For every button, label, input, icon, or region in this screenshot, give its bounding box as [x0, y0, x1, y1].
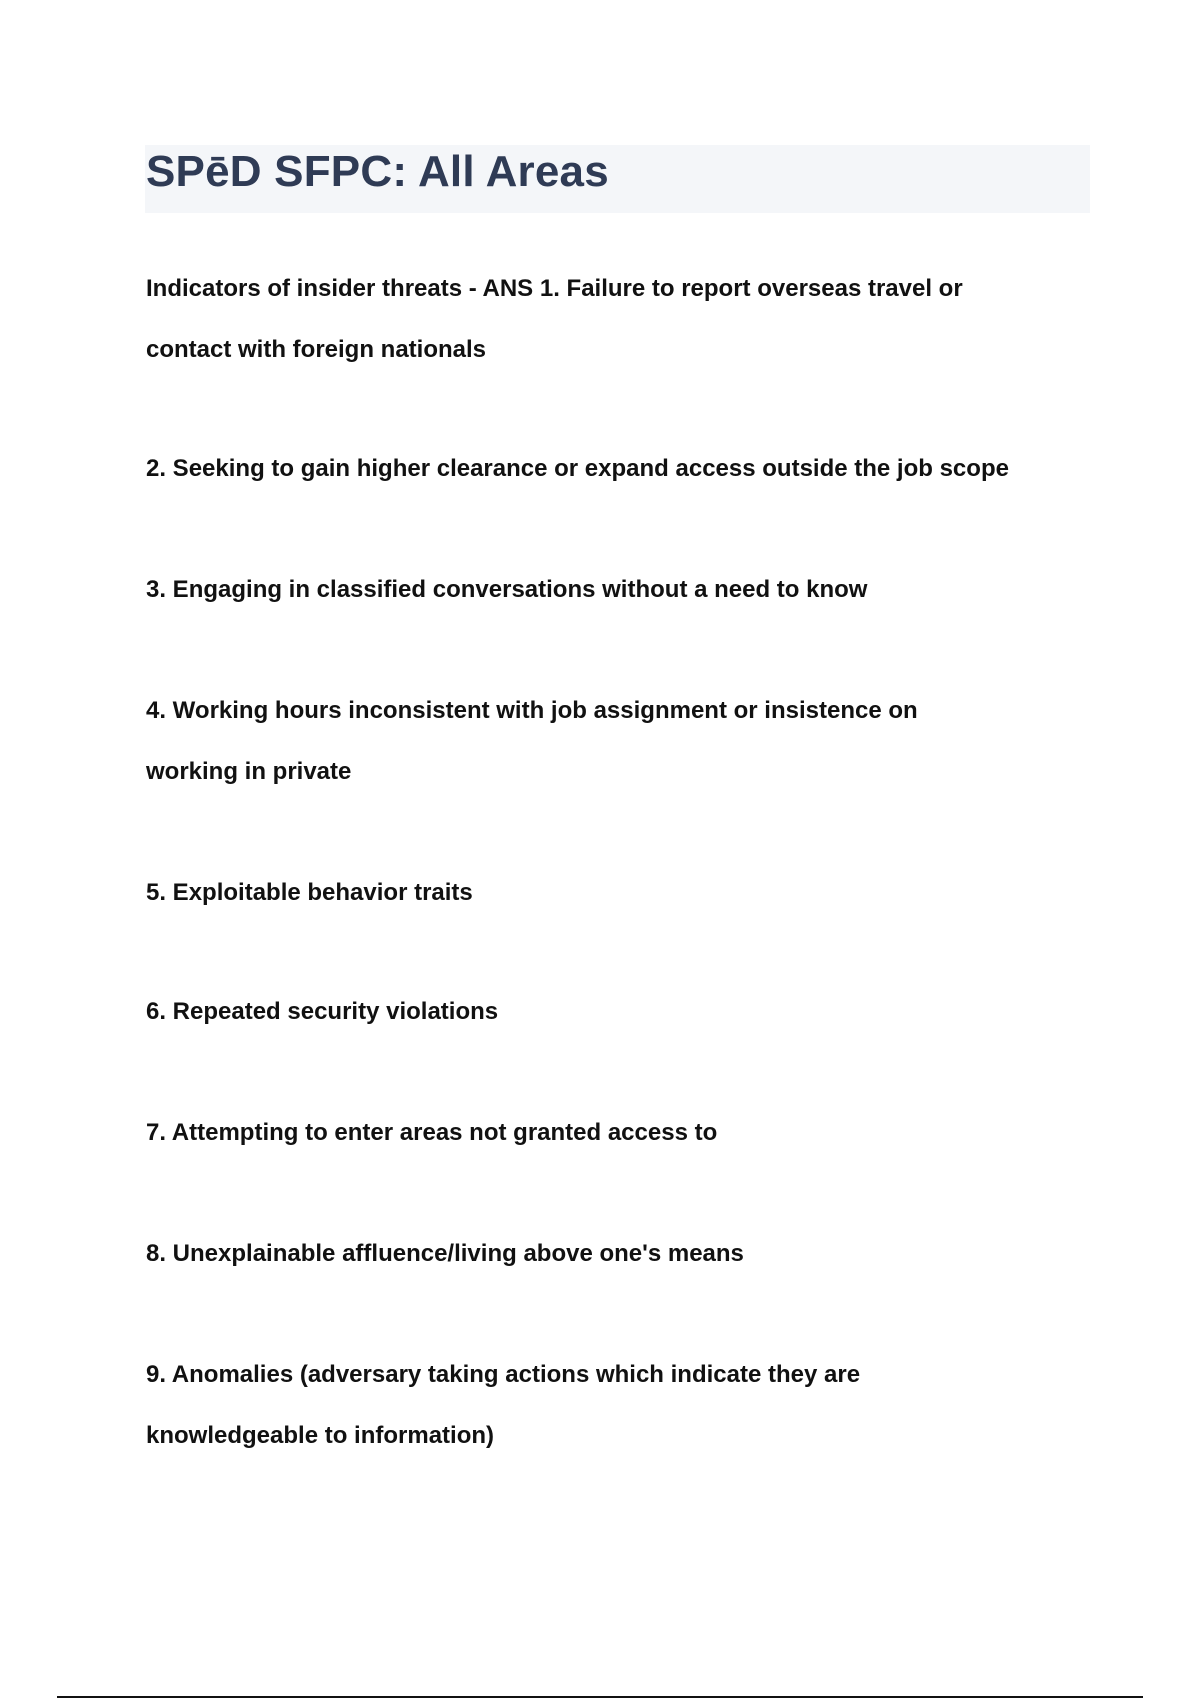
entry-line: contact with foreign nationals [146, 336, 487, 363]
footer-divider [57, 1696, 1143, 1698]
qa-entry-5 [146, 862, 473, 923]
entry-line: 8. Unexplainable affluence/living above one's means [146, 1240, 744, 1267]
entry-line: 7. Attempting to enter areas not granted access to [146, 1119, 718, 1146]
qa-entry-8 [146, 1223, 744, 1284]
qa-entry-2 [146, 438, 1009, 499]
qa-entry-4 [146, 680, 918, 802]
entry-line: 9. Anomalies (adversary taking actions which indicate they are [146, 1361, 861, 1388]
entry-line: knowledgeable to information) [146, 1422, 495, 1449]
entry-line: 2. Seeking to gain higher clearance or expand access outside the job scope [146, 455, 1009, 482]
entry-line: 5. Exploitable behavior traits [146, 879, 473, 906]
qa-entry-9 [146, 1344, 860, 1466]
qa-entry-7 [146, 1102, 717, 1163]
qa-entry-1 [146, 258, 963, 380]
qa-entry-3 [146, 559, 867, 620]
entry-line: working in private [146, 758, 352, 785]
entry-line: 6. Repeated security violations [146, 998, 499, 1025]
qa-entry-6 [146, 981, 498, 1042]
page-title: SPēD SFPC: All Areas [146, 147, 609, 196]
entry-line: 4. Working hours inconsistent with job assignment or insistence on [146, 697, 918, 724]
entry-line: 3. Engaging in classified conversations without a need to know [146, 576, 868, 603]
entry-line: Indicators of insider threats - ANS 1. Failure to report overseas travel or [146, 275, 963, 302]
